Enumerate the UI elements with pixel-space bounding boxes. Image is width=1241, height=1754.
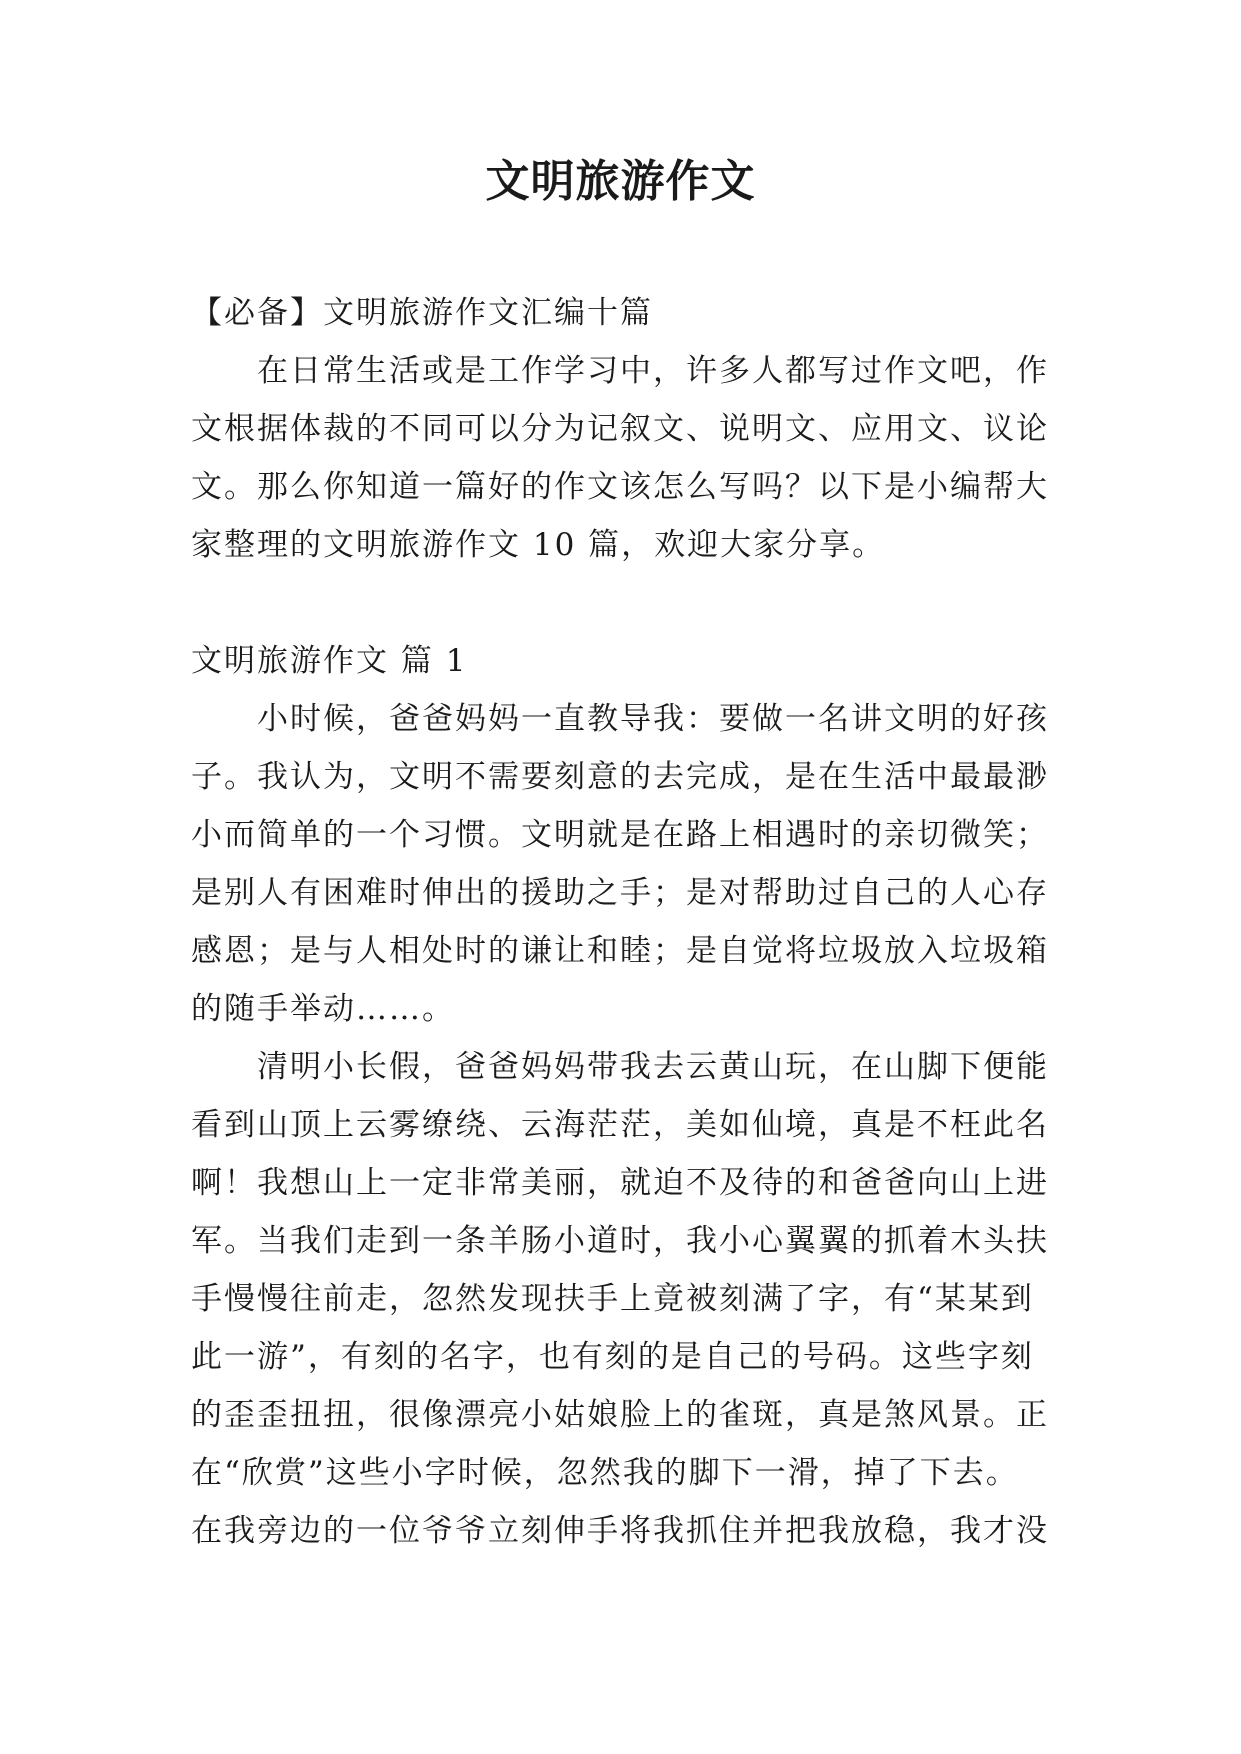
paragraph-line: 军。当我们走到一条羊肠小道时，我小心翼翼的抓着木头扶 (191, 1223, 1049, 1259)
paragraph-line: 此一游”，有刻的名字，也有刻的是自己的号码。这些字刻 (191, 1339, 1034, 1375)
paragraph-line: 在我旁边的一位爷爷立刻伸手将我抓住并把我放稳，我才没 (191, 1513, 1049, 1549)
paragraph-line: 的随手举动……。 (191, 991, 455, 1027)
paragraph-line: 感恩；是与人相处时的谦让和睦；是自觉将垃圾放入垃圾箱 (191, 933, 1049, 969)
paragraph-gap (191, 574, 1091, 632)
paragraph-line: 清明小长假，爸爸妈妈带我去云黄山玩，在山脚下便能 (257, 1049, 1049, 1085)
section-heading: 文明旅游作文 篇 1 (191, 643, 468, 679)
paragraph-line: 小时候，爸爸妈妈一直教导我：要做一名讲文明的好孩 (257, 701, 1049, 737)
document-title: 文明旅游作文 (485, 156, 756, 207)
paragraph-line: 小而简单的一个习惯。文明就是在路上相遇时的亲切微笑； (191, 817, 1049, 853)
intro-line: 文。那么你知道一篇好的作文该怎么写吗？以下是小编帮大 (191, 469, 1049, 505)
collection-heading: 【必备】文明旅游作文汇编十篇 (191, 295, 653, 331)
intro-line: 家整理的文明旅游作文 10 篇，欢迎大家分享。 (191, 527, 886, 563)
intro-line: 在日常生活或是工作学习中，许多人都写过作文吧，作 (257, 353, 1049, 389)
document-body (191, 284, 1091, 1560)
paragraph-line: 的歪歪扭扭，很像漂亮小姑娘脸上的雀斑，真是煞风景。正 (191, 1397, 1049, 1433)
paragraph-line: 看到山顶上云雾缭绕、云海茫茫，美如仙境，真是不枉此名 (191, 1107, 1049, 1143)
paragraph-line: 手慢慢往前走，忽然发现扶手上竟被刻满了字，有“某某到 (191, 1281, 1034, 1317)
paragraph-line: 子。我认为，文明不需要刻意的去完成，是在生活中最最渺 (191, 759, 1049, 795)
intro-line: 文根据体裁的不同可以分为记叙文、说明文、应用文、议论 (191, 411, 1049, 447)
paragraph-line: 在“欣赏”这些小字时候，忽然我的脚下一滑，掉了下去。 (191, 1455, 1019, 1491)
paragraph-line: 啊！我想山上一定非常美丽，就迫不及待的和爸爸向山上进 (191, 1165, 1049, 1201)
paragraph-line: 是别人有困难时伸出的援助之手；是对帮助过自己的人心存 (191, 875, 1049, 911)
